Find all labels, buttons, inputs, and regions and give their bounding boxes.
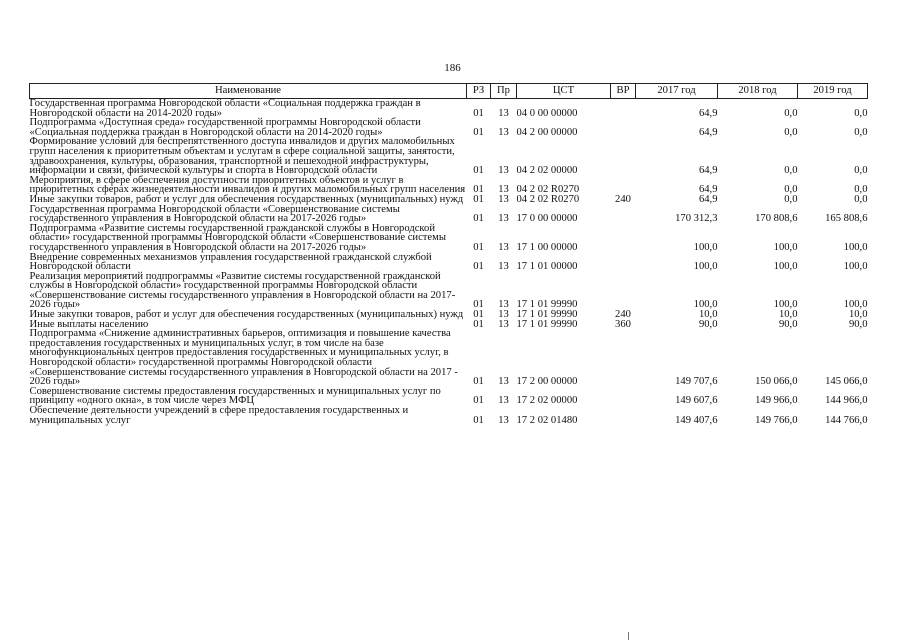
row-pr: 13: [498, 309, 509, 321]
row-2018: 0,0: [784, 126, 798, 138]
row-2018: 150 066,0: [755, 376, 798, 388]
table-row: [30, 205, 868, 224]
row-2017: 64,9: [698, 193, 718, 205]
row-cst: 17 1 01 99990: [516, 318, 578, 330]
row-rz: 01: [473, 213, 484, 225]
row-pr: 13: [498, 193, 509, 205]
row-vr: [611, 224, 636, 253]
row-pr: 13: [498, 213, 509, 225]
row-vr: [611, 137, 636, 175]
row-2017: 149 707,6: [675, 376, 718, 388]
row-2019: 144 766,0: [825, 414, 868, 426]
row-2017: 100,0: [693, 241, 718, 253]
row-2018: 149 766,0: [755, 414, 798, 426]
row-name: Подпрограмма «Снижение административных барьеров, оптимизация и повышение качества предоставления государственных и муниципальных услуг, в том числе на базе многофункциональных центров предоставления государственных и муниципальных услуг, в Новгородской области» государственной программы Новгородской области «Совершенствование системы государственного управления в Новгородской области на 2017 - 2026 годы»: [29, 328, 458, 388]
row-name: Совершенствование системы предоставления государственных и муниципальных услуг по принципу «одного окна», в том числе через МФЦ: [29, 385, 441, 407]
row-name: Иные выплаты населению: [29, 318, 149, 330]
row-cst: 17 1 01 99990: [516, 309, 578, 321]
row-2017: 90,0: [698, 318, 718, 330]
row-pr: 13: [498, 414, 509, 426]
row-vr: [611, 205, 636, 224]
scan-mark: [628, 632, 629, 640]
header-name: Наименование: [30, 84, 467, 99]
row-vr: [611, 329, 636, 387]
row-vr: [611, 253, 636, 272]
row-rz: 01: [473, 309, 484, 321]
row-2017: 64,9: [698, 126, 718, 138]
row-name: Реализация мероприятий подпрограммы «Развитие системы государственной гражданской службы в Новгородской области» государственной программы Новгородской области «Совершенствование системы государственного управления в Новгородской области на 2017-2026 годы»: [29, 270, 456, 311]
row-2018: 0,0: [784, 107, 798, 119]
row-cst: 17 2 02 00000: [516, 395, 578, 407]
table-row: [30, 137, 868, 175]
budget-table: [29, 83, 868, 425]
row-2019: 0,0: [854, 126, 868, 138]
table-row: [30, 118, 868, 137]
table-row: [30, 329, 868, 387]
row-2017: 170 312,3: [675, 213, 718, 225]
header-cst: ЦСТ: [517, 84, 611, 99]
table-row: [30, 224, 868, 253]
row-vr: [611, 99, 636, 119]
row-pr: 13: [498, 376, 509, 388]
row-name: Подпрограмма «Развитие системы государственной гражданской службы в Новгородской области» государственной программы Новгородской области «Совершенствование системы государственного управления в Новгородской области на 2017-2026 годы»: [29, 222, 446, 253]
row-2019: 165 808,6: [825, 213, 868, 225]
row-pr: 13: [498, 107, 509, 119]
row-2018: 149 966,0: [755, 395, 798, 407]
row-2019: 144 966,0: [825, 395, 868, 407]
row-rz: 01: [473, 414, 484, 426]
row-2018: 0,0: [784, 184, 798, 196]
header-2017: 2017 год: [636, 84, 718, 99]
table-row: [30, 272, 868, 310]
row-2017: 149 607,6: [675, 395, 718, 407]
row-2019: 145 066,0: [825, 376, 868, 388]
row-name: Обеспечение деятельности учреждений в сфере предоставления государственных и муниципальных услуг: [29, 405, 409, 426]
row-name: Государственная программа Новгородской области «Социальная поддержка граждан в Новгородской области на 2014-2020 годы»: [29, 98, 421, 119]
row-cst: 17 1 01 99990: [516, 299, 578, 311]
row-2019: 90,0: [848, 318, 868, 330]
row-vr: [611, 387, 636, 406]
row-rz: 01: [473, 107, 484, 119]
row-2017: 64,9: [698, 184, 718, 196]
row-rz: 01: [473, 376, 484, 388]
row-vr: [611, 176, 636, 195]
row-vr: 360: [615, 318, 631, 330]
row-vr: 240: [615, 309, 631, 321]
row-2018: 170 808,6: [755, 213, 798, 225]
row-pr: 13: [498, 126, 509, 138]
row-cst: 17 1 00 00000: [516, 241, 578, 253]
row-2018: 0,0: [784, 165, 798, 177]
row-2017: 64,9: [698, 107, 718, 119]
row-vr: [611, 272, 636, 310]
row-rz: 01: [473, 184, 484, 196]
row-rz: 01: [473, 395, 484, 407]
table-header: [30, 84, 868, 99]
row-2019: 0,0: [854, 165, 868, 177]
header-vr: ВР: [611, 84, 636, 99]
row-name: Подпрограмма «Доступная среда» государственной программы Новгородской области «Социальная поддержка граждан в Новгородской области на 2014-2020 годы»: [29, 117, 421, 138]
row-vr: [611, 118, 636, 137]
row-pr: 13: [498, 165, 509, 177]
row-name: Мероприятия, в сфере обеспечения доступности приоритетных объектов и услуг в приоритетных сферах жизнедеятельности инвалидов и других маломобильных групп населения: [29, 174, 466, 196]
row-2017: 10,0: [698, 309, 718, 321]
row-cst: 04 2 02 R0270: [516, 184, 580, 196]
table-row: [30, 176, 868, 195]
row-pr: 13: [498, 241, 509, 253]
row-name: Иные закупки товаров, работ и услуг для обеспечения государственных (муниципальных) нужд: [29, 309, 464, 321]
row-2018: 100,0: [773, 241, 798, 253]
row-name: Формирование условий для беспрепятственного доступа инвалидов и других маломобильных групп населения к приоритетным объектам и услугам в сфере социальной защиты, занятости, здравоохранения, культуры, образования, транспортной и пешеходной инфраструктуры, информации и связи, физической культуры и спорта в Новгородской области: [29, 136, 455, 177]
row-cst: 17 1 01 00000: [516, 261, 578, 273]
row-cst: 17 0 00 00000: [516, 213, 578, 225]
header-rz: РЗ: [467, 84, 491, 99]
row-cst: 17 2 00 00000: [516, 376, 578, 388]
row-2018: 0,0: [784, 193, 798, 205]
row-2019: 100,0: [843, 261, 868, 273]
row-2018: 10,0: [778, 309, 798, 321]
row-2018: 100,0: [773, 261, 798, 273]
header-row: [30, 84, 868, 99]
row-rz: 01: [473, 261, 484, 273]
row-2019: 100,0: [843, 241, 868, 253]
row-rz: 01: [473, 318, 484, 330]
table-row: [30, 387, 868, 406]
row-2018: 100,0: [773, 299, 798, 311]
row-2017: 149 407,6: [675, 414, 718, 426]
row-2017: 64,9: [698, 165, 718, 177]
row-rz: 01: [473, 193, 484, 205]
row-pr: 13: [498, 318, 509, 330]
page-number: 186: [444, 62, 461, 74]
row-name: Иные закупки товаров, работ и услуг для обеспечения государственных (муниципальных) нужд: [29, 193, 464, 205]
row-rz: 01: [473, 126, 484, 138]
header-2018: 2018 год: [718, 84, 798, 99]
row-vr: [611, 406, 636, 425]
row-name: Государственная программа Новгородской области «Совершенствование системы государственного управления в Новгородской области на 2017-2026 годы»: [29, 203, 400, 225]
row-rz: 01: [473, 299, 484, 311]
header-2019: 2019 год: [798, 84, 868, 99]
row-pr: 13: [498, 184, 509, 196]
row-2019: 0,0: [854, 107, 868, 119]
row-2019: 10,0: [848, 309, 868, 321]
row-2017: 100,0: [693, 299, 718, 311]
table-body: [30, 99, 868, 426]
table-row: [30, 99, 868, 119]
row-2017: 100,0: [693, 261, 718, 273]
row-name: Внедрение современных механизмов управления государственной гражданской службой Новгородской области: [29, 251, 432, 273]
row-cst: 04 2 02 00000: [516, 165, 578, 177]
row-2019: 100,0: [843, 299, 868, 311]
row-rz: 01: [473, 165, 484, 177]
header-pr: Пр: [491, 84, 517, 99]
row-cst: 04 2 02 R0270: [516, 193, 580, 205]
row-pr: 13: [498, 299, 509, 311]
row-rz: 01: [473, 241, 484, 253]
row-2019: 0,0: [854, 184, 868, 196]
row-2019: 0,0: [854, 193, 868, 205]
row-vr: 240: [615, 193, 631, 205]
table-row: [30, 253, 868, 272]
row-cst: 04 0 00 00000: [516, 107, 578, 119]
row-pr: 13: [498, 261, 509, 273]
table-row: [30, 310, 868, 320]
table-row: [30, 406, 868, 425]
row-cst: 04 2 00 00000: [516, 126, 578, 138]
row-cst: 17 2 02 01480: [516, 414, 578, 426]
row-pr: 13: [498, 395, 509, 407]
row-2018: 90,0: [778, 318, 798, 330]
